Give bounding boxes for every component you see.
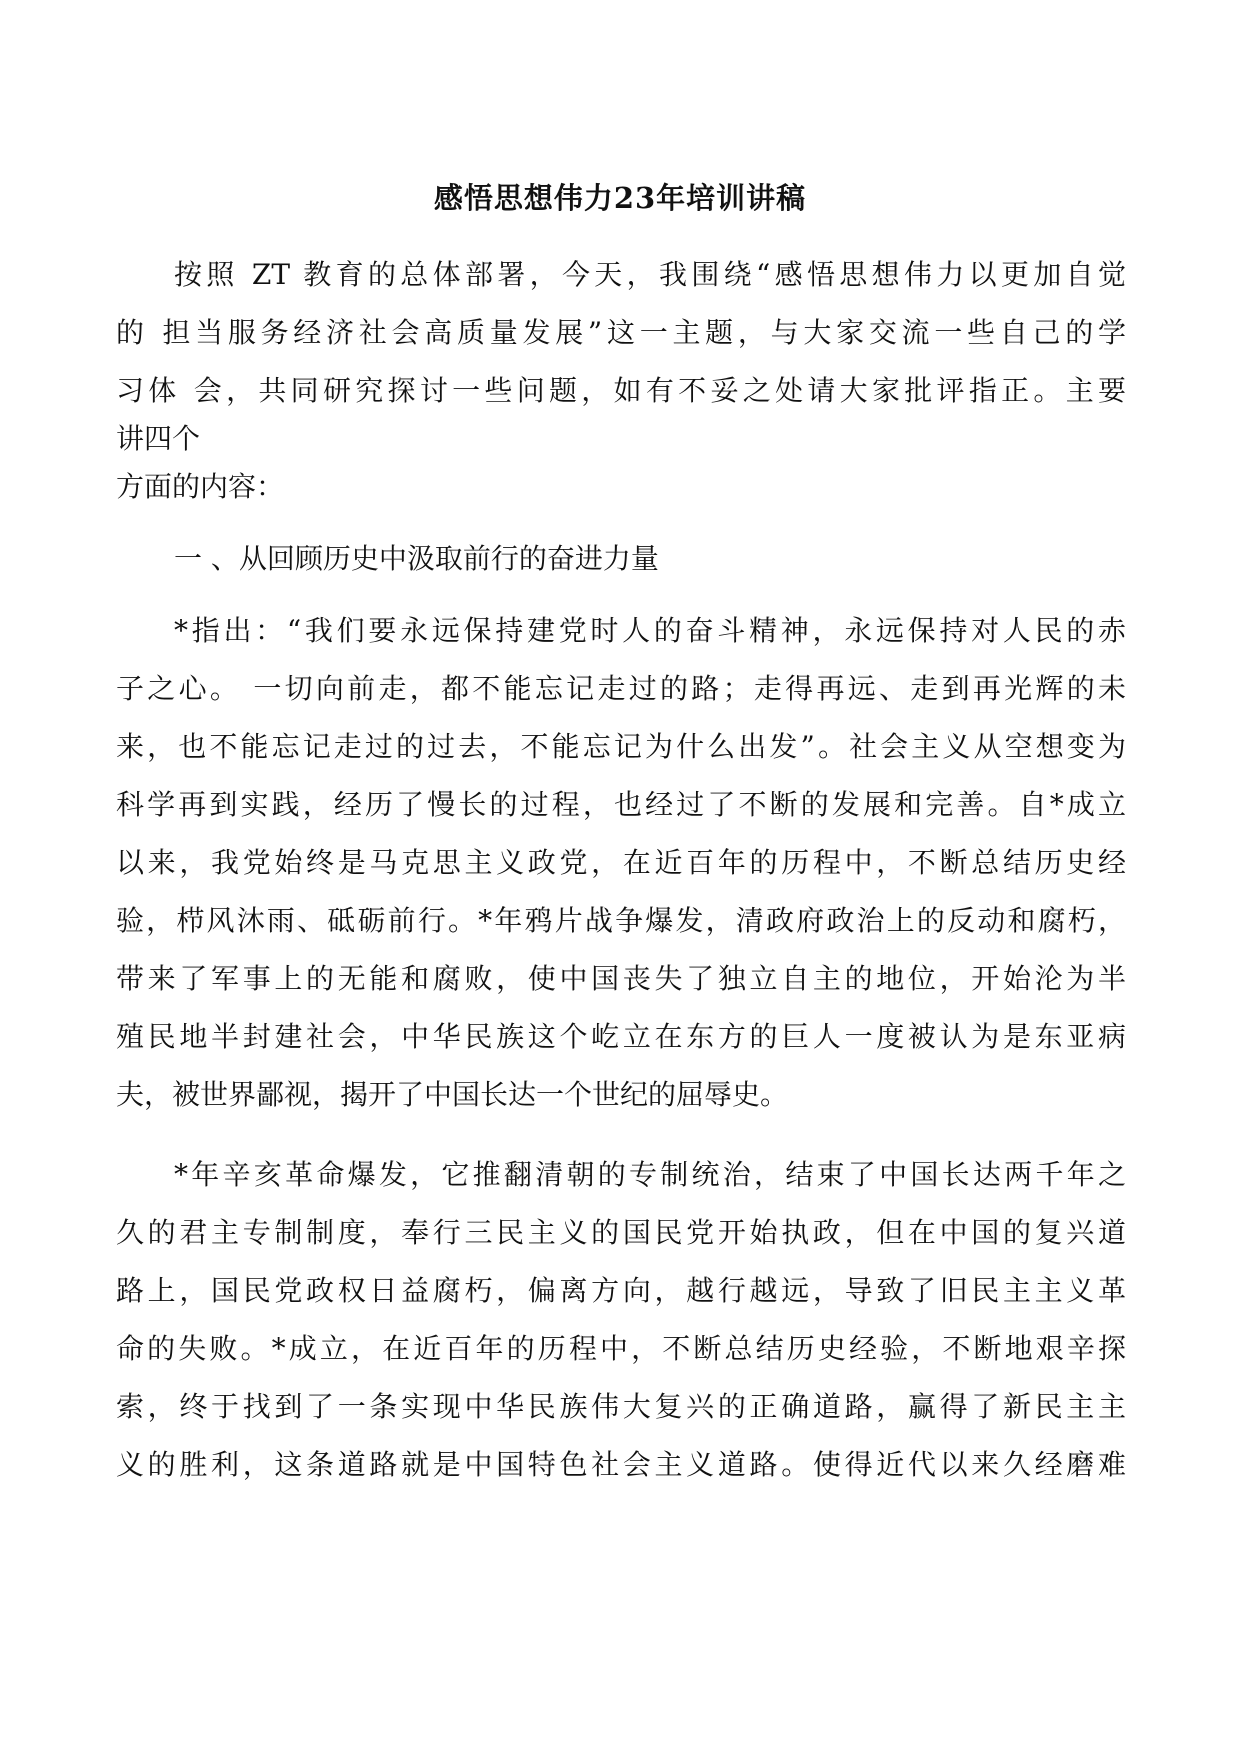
section-heading: 一 、从回顾历史中汲取前行的奋进力量: [174, 542, 659, 575]
paragraph-line: 以来，我党始终是马克思主义政党，在近百年的历程中，不断总结历史经: [116, 846, 1126, 879]
paragraph-line: 子之心。 一切向前走，都不能忘记走过的路；走得再远、走到再光辉的未: [116, 672, 1126, 705]
paragraph-line: *指出：“我们要永远保持建党时人的奋斗精神，永远保持对人民的赤: [174, 614, 1126, 647]
paragraph-line: 殖民地半封建社会，中华民族这个屹立在东方的巨人一度被认为是东亚病: [116, 1020, 1126, 1053]
paragraph-line: 夫，被世界鄙视，揭开了中国长达一个世纪的屈辱史。: [116, 1078, 789, 1111]
paragraph-line: 方面的内容：: [116, 470, 285, 503]
paragraph-line: *年辛亥革命爆发，它推翻清朝的专制统治，结束了中国长达两千年之: [174, 1158, 1126, 1191]
document-body: [116, 246, 1126, 1494]
paragraph-line: 的 担当服务经济社会高质量发展”这一主题，与大家交流一些自己的学: [116, 316, 1126, 349]
paragraph-line: 带来了军事上的无能和腐败，使中国丧失了独立自主的地位，开始沦为半: [116, 962, 1126, 995]
document-title: 感悟思想伟力23年培训讲稿: [433, 181, 807, 215]
paragraph-line: 验，栉风沐雨、砥砺前行。*年鸦片战争爆发，清政府政治上的反动和腐朽，: [116, 904, 1126, 937]
paragraph-line: 义的胜利，这条道路就是中国特色社会主义道路。使得近代以来久经磨难: [116, 1448, 1126, 1481]
paragraph-line: 科学再到实践，经历了慢长的过程，也经过了不断的发展和完善。自*成立: [116, 788, 1126, 821]
paragraph-line: 习体 会，共同研究探讨一些问题，如有不妥之处请大家批评指正。主要: [116, 374, 1126, 407]
paragraph-line: 路上，国民党政权日益腐朽，偏离方向，越行越远，导致了旧民主主义革: [116, 1274, 1126, 1307]
paragraph-line: 命的失败。*成立，在近百年的历程中，不断总结历史经验，不断地艰辛探: [116, 1332, 1126, 1365]
paragraph-line: 来，也不能忘记走过的过去，不能忘记为什么出发”。社会主义从空想变为: [116, 730, 1126, 763]
paragraph-line: 讲四个: [116, 422, 201, 455]
paragraph-line: 久的君主专制制度，奉行三民主义的国民党开始执政，但在中国的复兴道: [116, 1216, 1126, 1249]
paragraph-line: 按照 ZT 教育的总体部署，今天，我围绕“感悟思想伟力以更加自觉: [174, 258, 1126, 291]
paragraph-line: 索，终于找到了一条实现中华民族伟大复兴的正确道路，赢得了新民主主: [116, 1390, 1126, 1423]
